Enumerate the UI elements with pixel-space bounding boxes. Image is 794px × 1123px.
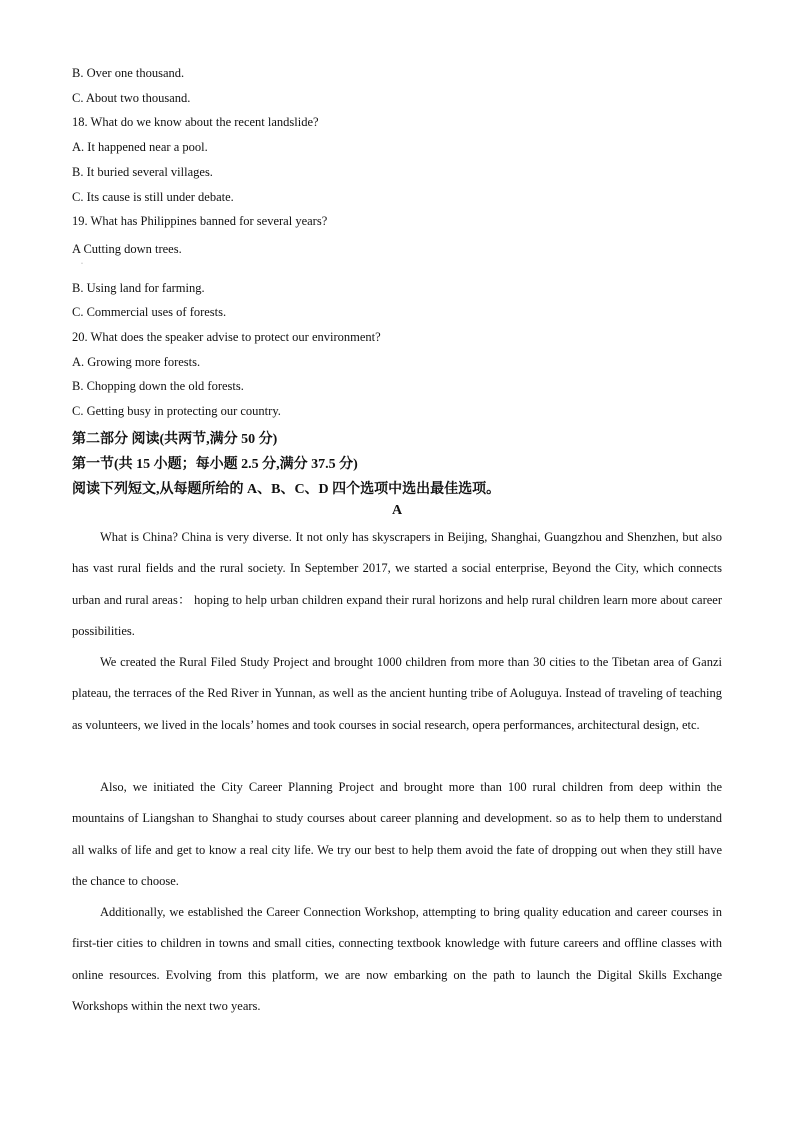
option-20-a: A. Growing more forests. [72, 355, 201, 369]
option-19-a: A Cutting down trees. [72, 242, 182, 256]
passage-label: A [391, 503, 403, 518]
question-18: 18. What do we know about the recent landslide? [72, 115, 319, 129]
option-17-c: C. About two thousand. [72, 91, 191, 105]
option-20-b: B. Chopping down the old forests. [72, 379, 244, 393]
question-20: 20. What does the speaker advise to protect our environment? [72, 330, 381, 344]
instruction: 阅读下列短文,从每题所给的 A、B、C、D 四个选项中选出最佳选项。 [72, 482, 501, 497]
passage-paragraph-3: Also, we initiated the City Career Planning Project and brought more than 100 rural children from deep within the mountains of Liangshan to Shanghai to study courses about career planning and development. so as to help them to understand all walks of life and get to know a real city life. We try our best to help them avoid the fate of dropping out when they still have the chance to choose. [72, 780, 722, 888]
option-18-a: A. It happened near a pool. [72, 140, 208, 154]
option-19-b: B. Using land for farming. [72, 281, 205, 295]
passage-paragraph-4: Additionally, we established the Career Connection Workshop, attempting to bring quality education and career courses in first-tier cities to children in towns and small cities, connecting textbook knowledge with future careers and offline classes with online resources. Evolving from this platform, we are now embarking on the path to launch the Digital Skills Exchange Workshops within the next two years. [72, 905, 722, 1013]
passage-paragraph-2: We created the Rural Filed Study Project and brought 1000 children from more than 30 cities to the Tibetan area of Ganzi plateau, the terraces of the Red River in Yunnan, as well as the ancient hunting tribe of Aoluguya. Instead of traveling of teaching as volunteers, we lived in the locals’ homes and took courses in social research, opera performances, architectural design, etc. [72, 655, 722, 732]
passage-paragraph-1: What is China? China is very diverse. It not only has skyscrapers in Beijing, Shanghai, Guangzhou and Shenzhen, but also has vast rural fields and the rural society. In September 2017, we started a social enterprise, Beyond the City, which connects urban and rural areas： hoping to help urban children expand their rural horizons and help rural children learn more about career possibilities. [72, 530, 722, 638]
option-18-b: B. It buried several villages. [72, 165, 213, 179]
stray-dot: · [81, 261, 83, 267]
option-19-c: C. Commercial uses of forests. [72, 305, 227, 319]
option-17-b: B. Over one thousand. [72, 66, 185, 80]
part-title: 第二部分 阅读(共两节,满分 50 分) [72, 432, 278, 447]
option-20-c: C. Getting busy in protecting our country. [72, 404, 281, 418]
section-title: 第一节(共 15 小题；每小题 2.5 分,满分 37.5 分) [72, 457, 358, 472]
question-19: 19. What has Philippines banned for several years? [72, 214, 328, 228]
option-18-c: C. Its cause is still under debate. [72, 190, 234, 204]
